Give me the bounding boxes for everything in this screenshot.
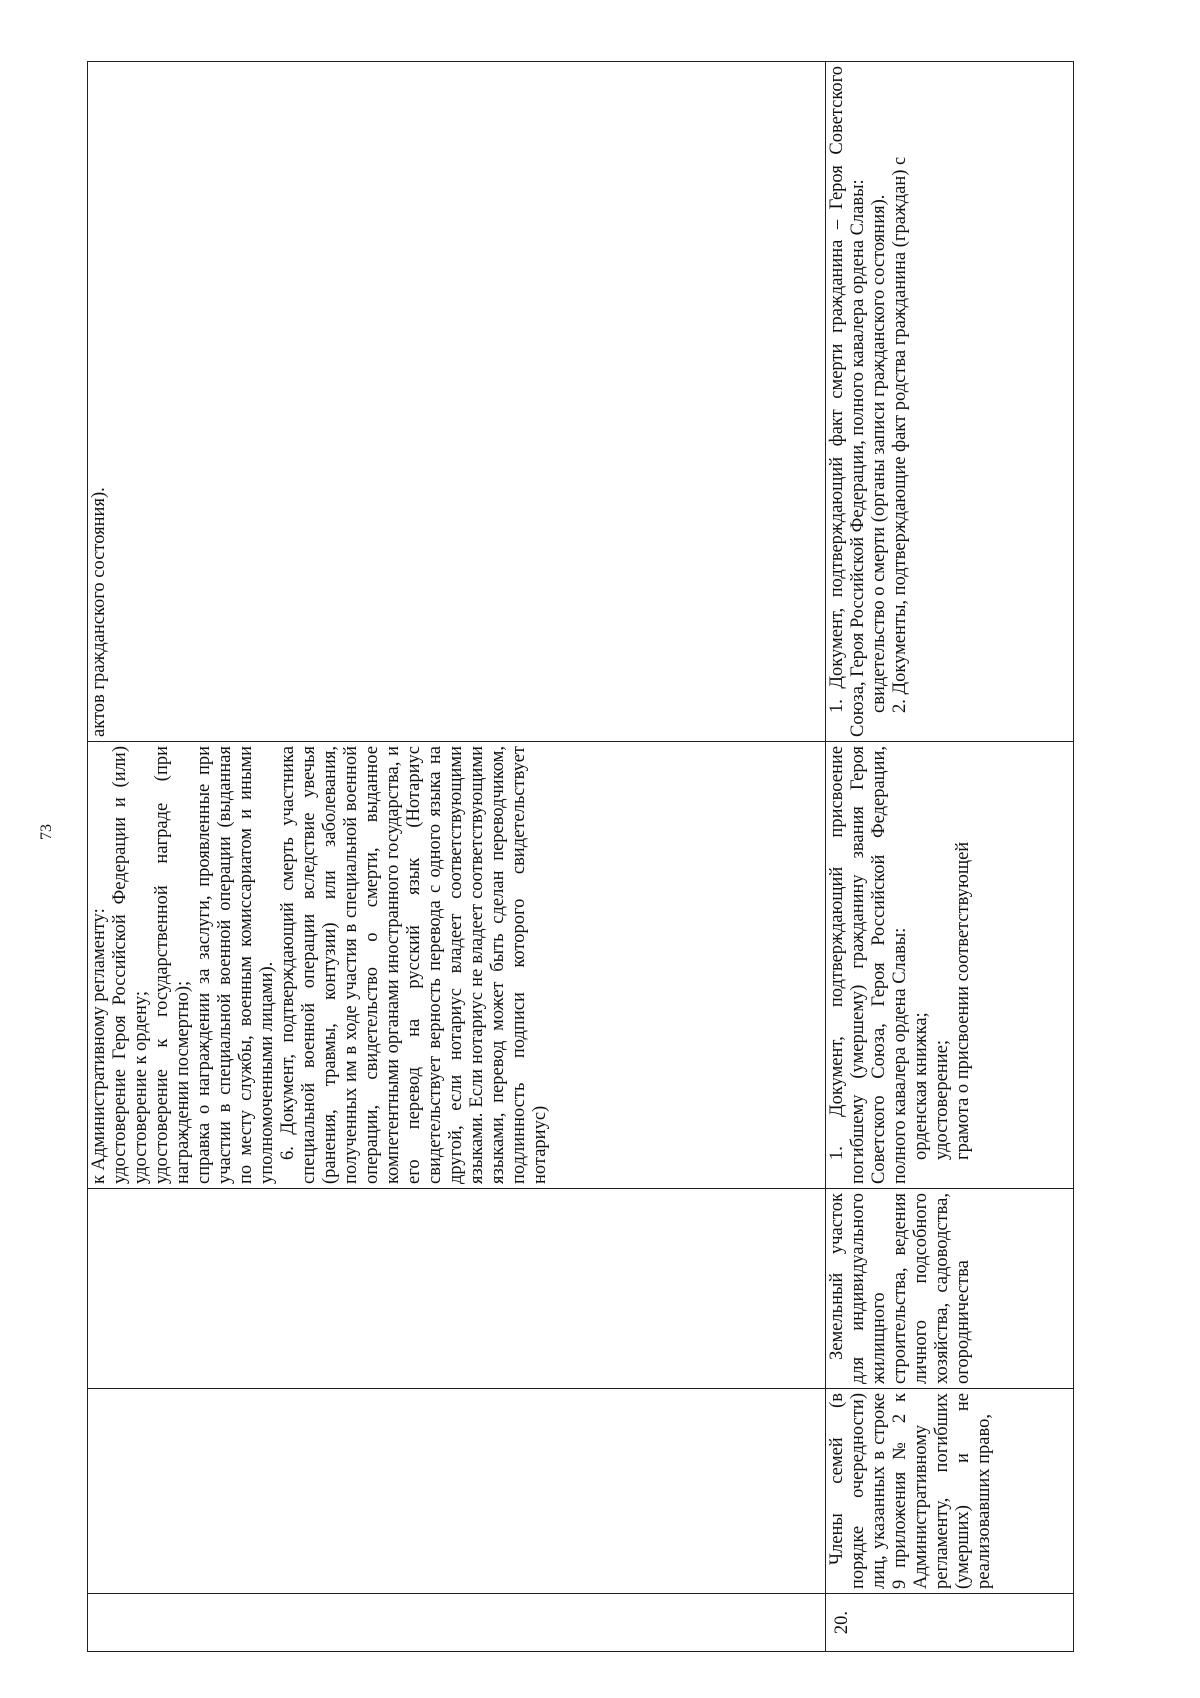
cell-object-empty — [88, 1189, 826, 1389]
note-line: актов гражданского состояния). — [89, 487, 109, 737]
cell-documents — [826, 742, 1074, 1189]
rotated-page-content — [87, 62, 1200, 1652]
doc-line: 1. Документ, подтверждающий присвоение погибшему (умершему) гражданину звания Героя Советского Союза, Героя Российской Федерации, полного кавалера ордена Славы: — [827, 746, 910, 1184]
note-line: 1. Документ, подтверждающий факт смерти гражданина – Героя Советского Союза, Героя Российской Федерации, полного кавалера ордена Славы: — [827, 66, 868, 737]
cell-documents — [88, 742, 826, 1189]
cell-note — [88, 62, 826, 742]
cell-note — [826, 62, 1074, 742]
cell-object — [826, 1189, 1074, 1389]
page-number: 73 — [38, 824, 55, 840]
cell-category — [826, 1389, 1074, 1594]
doc-line: к Административному регламенту: — [89, 908, 109, 1184]
note-line: 2. Документы, подтверждающие факт родства гражданина (граждан) с — [890, 156, 910, 713]
doc-line: 6. Документ, подтверждающий смерть участника специальной военной операции вследствие увечья (ранения, травмы, контузии) или заболевания, полученных им в ходе участия в специальной военной операции, свидетельство о смерти, выданное компетентными органами иностранного государства, и его перевод на русский язык (Нотариус свидетельствует верность перевода с одного языка на другой, если нотариус владеет соответствующими языками. Если нотариус не владеет соответствующими языками, перевод может быть сделан переводчиком, подлинность подписи которого свидетельствует нотариус) — [278, 746, 550, 1184]
doc-line: справка о награждении за заслуги, проявленные при участии в специальной военной операции (выданная по месту службы, военным комиссариатом и иными уполномоченными лицами). — [194, 746, 277, 1184]
doc-line: удостоверение; — [932, 1040, 952, 1160]
cell-number-empty — [88, 1594, 826, 1652]
doc-line: удостоверение к государственной награде (при награждении посмертно); — [152, 746, 193, 1184]
table-row-20 — [826, 62, 1074, 1652]
cell-category-empty — [88, 1389, 826, 1594]
doc-line: орденская книжка; — [911, 1012, 931, 1160]
requirements-table — [87, 61, 1074, 1652]
object-text: Земельный участок для индивидуального жилищного строительства, ведения личного подсобного хозяйства, садоводства, огородничества — [827, 1193, 973, 1384]
row-number: 20. — [826, 1594, 1074, 1652]
doc-line: удостоверение Героя Российской Федерации и (или) удостоверение к ордену; — [110, 746, 151, 1184]
category-text: Члены семей (в порядке очередности) лиц, указанных в строке 9 приложения № 2 к Административному регламенту, погибших (умерших) и не реализовавших право, — [827, 1393, 994, 1589]
table-row-continued — [88, 62, 826, 1652]
note-line: свидетельство о смерти (органы записи гражданского состояния). — [869, 194, 889, 713]
doc-line: грамота о присвоении соответствующей — [953, 841, 973, 1160]
